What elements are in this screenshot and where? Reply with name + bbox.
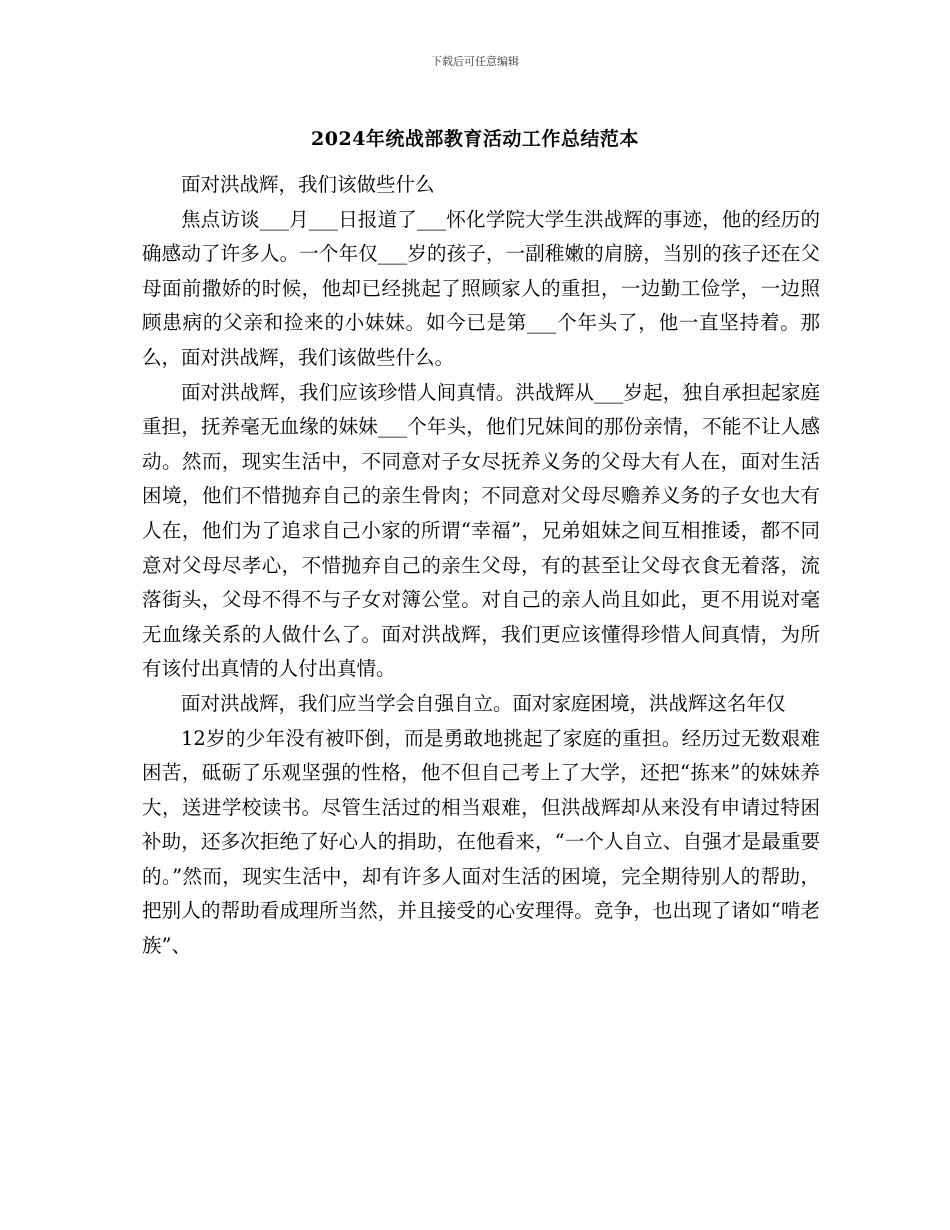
paragraph: 面对洪战辉，我们应当学会自强自立。面对家庭困境，洪战辉这名年仅 [181, 691, 786, 715]
paragraph: 12岁的少年没有被吓倒，而是勇敢地挑起了家庭的重担。经历过无数艰难困苦，砥砺了乐观坚强的性格，他不但自己考上了大学，还把“拣来”的妹妹养大，送进学校读书。尽管生活过的相当艰难，但洪战辉却从来没有申请过特困补助，还多次拒绝了好心人的捐助，在他看来，“一个人自立、自强才是最重要的。”然而，现实生活中，却有许多人面对生活的困境，完全期待别人的帮助，把别人的帮助看成理所当然，并且接受的心安理得。竞争，也出现了诸如“啃老族”、 [142, 726, 820, 958]
paragraph: 面对洪战辉，我们应该珍惜人间真情。洪战辉从___岁起，独自承担起家庭重担，抚养毫无血缘的妹妹___个年头，他们兄妹间的那份亲情，不能不让人感动。然而，现实生活中，不同意对子女尽抚养义务的父母大有人在，面对生活困境，他们不惜抛弃自己的亲生骨肉；不同意对父母尽赡养义务的子女也大有人在，他们为了追求自己小家的所谓“幸福”，兄弟姐妹之间互相推诿，都不同意对父母尽孝心，不惜抛弃自己的亲生父母，有的甚至让父母衣食无着落，流落街头，父母不得不与子女对簿公堂。对自己的亲人尚且如此，更不用说对毫无血缘关系的人做什么了。面对洪战辉，我们更应该懂得珍惜人间真情，为所有该付出真情的人付出真情。 [142, 380, 820, 681]
document-title: 2024年统战部教育活动工作总结范本 [311, 128, 639, 150]
document-body [142, 168, 820, 964]
paragraph: 焦点访谈___月___日报道了___怀化学院大学生洪战辉的事迹，他的经历的确感动了许多人。一个年仅___岁的孩子，一副稚嫩的肩膀，当别的孩子还在父母面前撒娇的时候，他却已经挑起了照顾家人的重担，一边勤工俭学，一边照顾患病的父亲和捡来的小妹妹。如今已是第___个年头了，他一直坚持着。那么，面对洪战辉，我们该做些什么。 [142, 207, 820, 369]
header-note: 下载后可任意编辑 [431, 55, 519, 68]
paragraph-subtitle: 面对洪战辉，我们该做些什么 [181, 173, 435, 196]
